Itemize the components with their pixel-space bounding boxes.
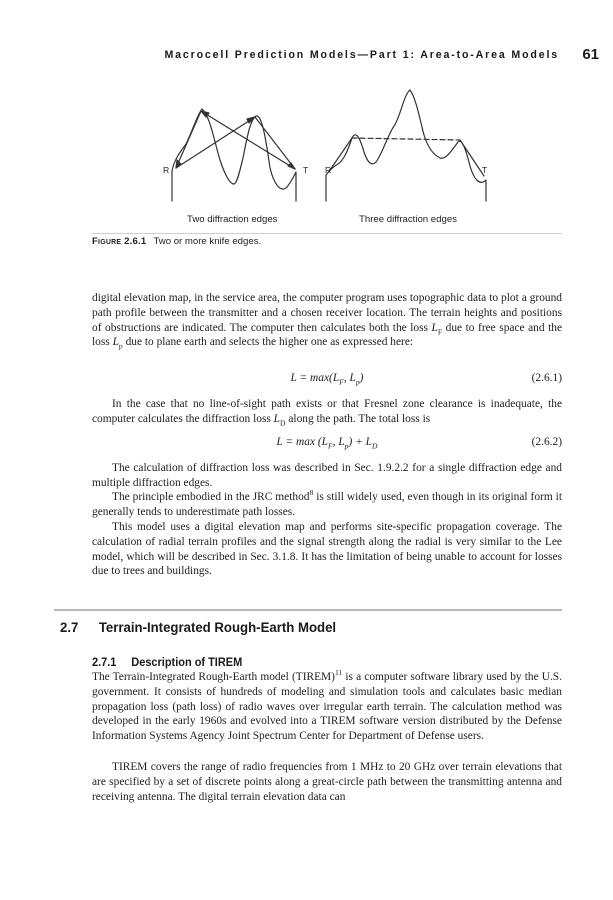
- three-edge-terrain-profile: [326, 90, 486, 201]
- two-edge-ray-edge2-to-t: [255, 117, 295, 169]
- paragraph-5: This model uses a digital elevation map and performs site-specific propagation coverage. The calculation of radial terrain profiles and the signal strength along the radial is very similar to the Lee model, which will be described in Sec. 3.1.8. It has the limitation of being unable to account for losses due to trees and buildings.: [92, 521, 562, 578]
- paragraph-6-text-a: The Terrain-Integrated Rough-Earth model (TIREM): [92, 671, 335, 683]
- symbol-l: L: [112, 336, 119, 349]
- page-header: [0, 46, 613, 66]
- figure-caption-text: Two or more knife edges.: [153, 236, 262, 247]
- subscript-f: F: [437, 326, 443, 336]
- three-edge-label-t: T: [482, 165, 488, 175]
- paragraph-6: [92, 670, 562, 744]
- two-edge-subcaption: Two diffraction edges: [187, 214, 278, 225]
- paragraph-4-text-a: The principle embodied in the JRC method: [112, 491, 310, 503]
- paragraph-2-text-a: In the case that no line-of-sight path exists or that Fresnel zone clearance is inadequate, the computer calculates the diffraction loss: [92, 398, 562, 425]
- paragraph-4: [92, 490, 562, 520]
- two-edge-label-t: T: [303, 165, 309, 175]
- equation-2-6-1-body: $L = \max(L_F$, $L_p$): [290, 372, 364, 387]
- section-title: Terrain-Integrated Rough-Earth Model: [98, 620, 337, 636]
- paragraph-2: [92, 397, 562, 427]
- paragraph-4-text-b: is still widely used, even though in its original form it generally tends to underestimate path losses.: [92, 491, 562, 518]
- paragraph-3: The calculation of diffraction loss was described in Sec. 1.9.2.2 for a single diffraction edge and multiple diffraction edges.: [92, 462, 562, 489]
- subsection-number: 2.7.1: [92, 655, 117, 669]
- equation-2-6-2-body: $L = \max (L_F$, $L_p) + L_D$: [276, 436, 378, 451]
- section-rule: [54, 609, 562, 611]
- subscript-d: D: [280, 418, 286, 428]
- figure-caption-rule: [92, 233, 562, 234]
- paragraph-6-text-b: is a computer software library used by the U.S. government. It consists of hundreds of modeling and simulation tools and calculates basic median propagation loss (path loss) of radio waves over irregular earth terrain. The calculation method was developed in the early 1960s and evolved into a TIREM software version distributed by the Defense Information Systems Agency Joint Spectrum Center for Department of Defense users.: [92, 671, 562, 743]
- two-edge-label-r: R: [163, 165, 170, 175]
- figure-caption-label: Figure 2.6.1: [92, 236, 147, 247]
- footnote-ref-8: 8: [309, 488, 314, 498]
- three-edge-label-r: R: [325, 165, 332, 175]
- knife-edge-figure: [0, 80, 613, 212]
- arrowhead-at-t: [288, 163, 295, 169]
- page-number: 61: [582, 46, 599, 63]
- arrowhead-at-edge2: [247, 117, 255, 123]
- subscript-p: p: [118, 341, 123, 351]
- figure-caption: [92, 236, 261, 247]
- three-edge-subcaption: Three diffraction edges: [359, 214, 457, 225]
- three-edge-los-r: [330, 138, 352, 170]
- running-head-title: Macrocell Prediction Models—Part 1: Area-to-Area Models: [164, 49, 559, 61]
- paragraph-1-text-c: due to plane earth and selects the higher one as expressed here:: [122, 336, 414, 349]
- section-number: 2.7: [60, 620, 79, 636]
- equation-2-6-2: [92, 436, 562, 451]
- equation-2-6-1: [92, 372, 562, 387]
- three-edge-dashed-path: [352, 138, 460, 140]
- symbol-l: L: [273, 412, 281, 425]
- subsection-heading: [92, 655, 242, 669]
- equation-2-6-2-number: (2.6.2): [531, 436, 562, 448]
- footnote-ref-11: 11: [334, 668, 343, 678]
- two-edge-terrain-profile: [172, 109, 296, 201]
- paragraph-2-text-b: along the path. The total loss is: [285, 412, 431, 425]
- two-edge-diagram: [172, 109, 296, 201]
- two-edge-ray-r-to-edge2: [176, 117, 255, 168]
- three-edge-diagram: [326, 90, 486, 201]
- equation-2-6-1-number: (2.6.1): [531, 372, 562, 384]
- subsection-title: Description of TIREM: [131, 655, 243, 669]
- paragraph-1-text-a: digital elevation map, in the service area, the computer program uses topographic data to plot a ground path profile between the transmitter and a chosen receiver location. The terrain heights and positions of obstructions are indicated. The computer then calculates both the loss: [92, 292, 562, 334]
- paragraph-7: TIREM covers the range of radio frequencies from 1 MHz to 20 GHz over terrain elevations that are specified by a set of discrete points along a great-circle path between the transmitting antenna and receiving antenna. The digital terrain elevation data can: [92, 761, 562, 803]
- paragraph-1-text-b: due to free space and the loss: [92, 321, 563, 349]
- arrowhead-at-edge1: [201, 111, 209, 117]
- paragraph-1: [92, 291, 562, 350]
- section-heading: [60, 620, 336, 636]
- symbol-l: L: [431, 321, 438, 334]
